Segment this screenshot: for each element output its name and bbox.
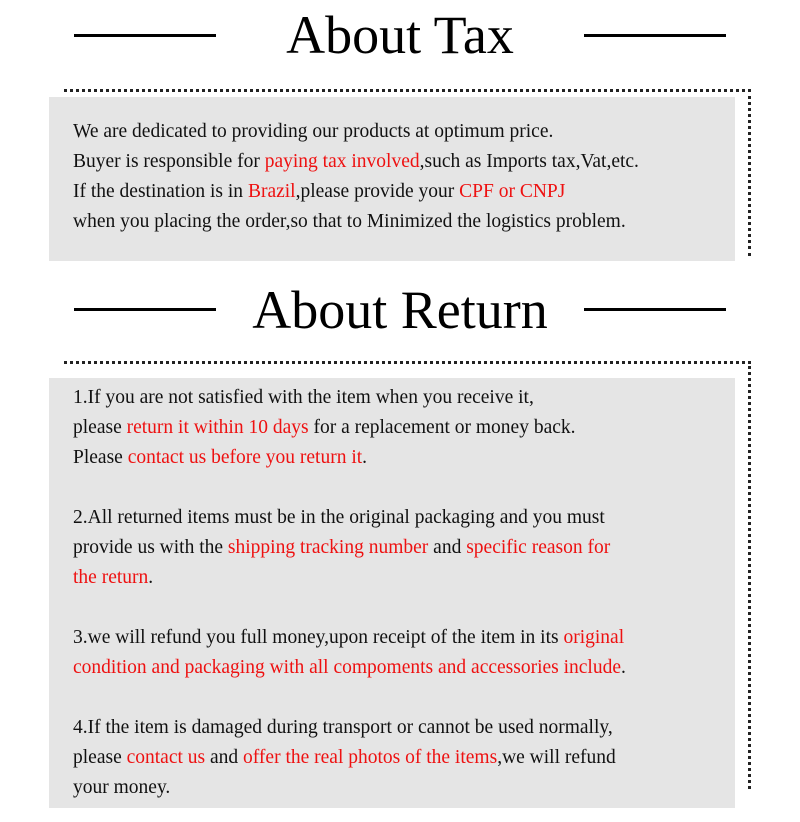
return-highlight-text: contact us before you return it xyxy=(127,447,363,468)
tax-text: If the destination is in xyxy=(73,181,248,202)
return-text: ,we will refund xyxy=(497,747,616,768)
tax-heading xyxy=(0,5,800,65)
return-line xyxy=(73,623,624,653)
return-line xyxy=(73,413,576,443)
return-line xyxy=(73,503,605,533)
return-text: Please xyxy=(73,447,128,468)
return-highlight-text: shipping tracking number xyxy=(227,537,429,558)
return-text: 4.If the item is damaged during transport or cannot be used normally, xyxy=(73,717,613,738)
return-text: 1.If you are not satisfied with the item when you receive it, xyxy=(73,387,534,408)
return-line xyxy=(73,713,613,743)
return-line xyxy=(73,563,153,593)
tax-highlight-text: Brazil xyxy=(247,181,296,202)
return-highlight-text: the return xyxy=(73,567,149,588)
tax-text: when you placing the order,so that to Minimized the logistics problem. xyxy=(73,211,626,232)
tax-line xyxy=(73,117,553,147)
return-line xyxy=(73,383,534,413)
return-text: and xyxy=(428,537,467,558)
return-highlight-text: condition and packaging with all compoments and accessories include xyxy=(73,657,622,678)
return-highlight-text: contact us xyxy=(126,747,206,768)
return-text: . xyxy=(148,567,154,588)
return-highlight-text: specific reason for xyxy=(466,537,611,558)
return-heading-title: About Return xyxy=(252,280,548,340)
tax-line xyxy=(73,147,639,177)
tax-line xyxy=(73,177,565,207)
return-heading-right-rule xyxy=(584,308,726,311)
return-line xyxy=(73,743,616,773)
tax-highlight-text: paying tax involved xyxy=(264,151,420,172)
return-text: and xyxy=(205,747,244,768)
return-text: your money. xyxy=(73,777,171,798)
return-text: please xyxy=(73,417,127,438)
tax-line xyxy=(73,207,626,237)
tax-highlight-text: CPF or CNPJ xyxy=(459,181,566,202)
return-text: 2.All returned items must be in the original packaging and you must xyxy=(73,507,605,528)
return-text-box xyxy=(49,378,735,808)
tax-text-box xyxy=(49,97,735,261)
return-heading xyxy=(0,280,800,340)
return-highlight-text: return it within 10 days xyxy=(126,417,309,438)
return-line xyxy=(73,533,610,563)
tax-text: ,such as Imports tax,Vat,etc. xyxy=(419,151,639,172)
return-line xyxy=(73,653,626,683)
tax-heading-title: About Tax xyxy=(286,5,514,65)
return-text: for a replacement or money back. xyxy=(308,417,576,438)
return-text: 3.we will refund you full money,upon receipt of the item in its xyxy=(73,627,564,648)
tax-text: Buyer is responsible for xyxy=(73,151,265,172)
return-highlight-text: original xyxy=(563,627,625,648)
return-highlight-text: offer the real photos of the items xyxy=(243,747,498,768)
return-text: . xyxy=(621,657,626,678)
tax-text: ,please provide your xyxy=(295,181,460,202)
return-line xyxy=(73,773,170,803)
tax-text: We are dedicated to providing our products at optimum price. xyxy=(73,121,554,142)
tax-heading-right-rule xyxy=(584,34,726,37)
return-line xyxy=(73,443,367,473)
return-text: . xyxy=(362,447,368,468)
return-text: please xyxy=(73,747,127,768)
return-text: provide us with the xyxy=(73,537,228,558)
